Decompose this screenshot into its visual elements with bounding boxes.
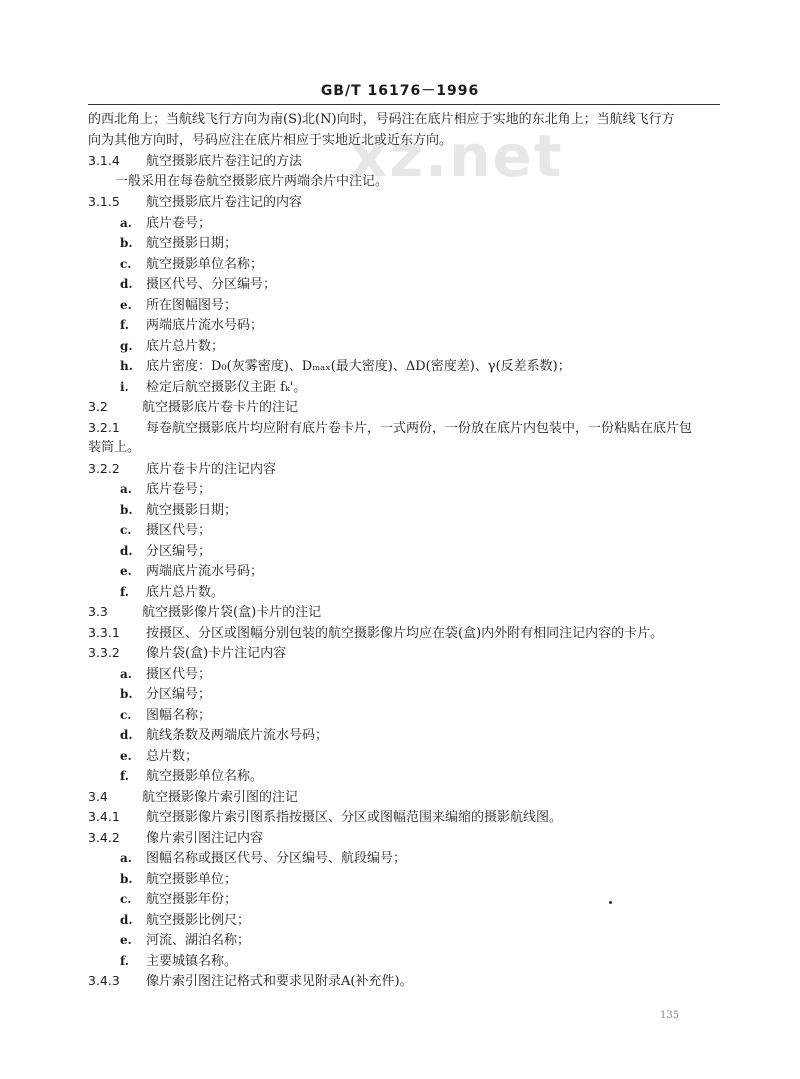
- list-item-text: 两端底片流水号码；: [146, 564, 264, 579]
- list-item-label: b.: [120, 687, 133, 701]
- list-item-text: 总片数；: [146, 748, 199, 764]
- list-item-label: a.: [120, 215, 132, 230]
- list-item: [0, 889, 800, 910]
- section-number: 3.4.3: [88, 973, 120, 988]
- section-text: 按摄区、分区或图幅分别包装的航空摄影像片均应在袋(盒)内外附有相同注记内容的卡片。: [146, 625, 664, 641]
- list-item-label: e.: [120, 748, 132, 763]
- section-text: 像片索引图注记内容: [146, 830, 264, 846]
- section-text: 每卷航空摄影底片均应附有底片卷卡片，一式两份，一份放在底片内包装中，一份粘贴在底片包: [146, 420, 693, 436]
- section-text: 航空摄影像片索引图的注记: [142, 789, 299, 805]
- section-heading: [0, 623, 800, 644]
- list-item-label: d.: [120, 728, 133, 742]
- section-number: 3.4: [88, 788, 108, 804]
- section-heading: [0, 807, 800, 828]
- paragraph-line: 的西北角上；当航线飞行方向为南(S)北(N)向时，号码注在底片相应于实地的东北角上；当航线飞行方: [88, 112, 675, 127]
- section-heading: [0, 602, 800, 623]
- page-header: GB/T 16176－1996: [320, 83, 480, 99]
- list-item: [0, 356, 800, 377]
- list-item: [0, 500, 800, 521]
- list-item: [0, 848, 800, 869]
- section-text: 航空摄影底片卷注记的内容: [146, 195, 303, 210]
- list-item: [0, 664, 800, 685]
- list-item: [0, 213, 800, 234]
- list-item-label: f.: [120, 318, 129, 332]
- section-number: 3.2.2: [88, 460, 120, 476]
- list-item-label: f.: [120, 953, 129, 968]
- section-heading: [0, 643, 800, 664]
- section-text: 航空摄影像片袋(盒)卡片的注记: [142, 605, 322, 620]
- list-item: [0, 315, 800, 336]
- section-heading: [0, 971, 800, 992]
- list-item-text: 摄区代号、分区编号；: [146, 277, 277, 292]
- list-item-text: 分区编号；: [146, 687, 212, 702]
- list-item-label: a.: [120, 666, 132, 681]
- section-heading: [0, 397, 800, 418]
- list-item: [0, 951, 800, 972]
- section-number: 3.4.1: [88, 809, 120, 824]
- list-item-text: 检定后航空摄影仪主距 fₖ'。: [146, 379, 307, 395]
- list-item-label: c.: [120, 523, 132, 537]
- list-item: [0, 746, 800, 767]
- list-item-label: b.: [120, 502, 133, 517]
- list-item: [0, 766, 800, 787]
- section-heading: [0, 151, 800, 172]
- list-item: [0, 561, 800, 582]
- list-item-text: 分区编号；: [146, 543, 212, 559]
- section-heading: [0, 828, 800, 849]
- list-item: [0, 541, 800, 562]
- section-heading: [0, 418, 800, 439]
- scan-speck: [609, 901, 612, 904]
- section-number: 3.2.1: [88, 419, 120, 435]
- list-item: [0, 254, 800, 275]
- section-text: 航空摄影像片索引图系指按摄区、分区或图幅范围来编缩的摄影航线图。: [146, 810, 563, 825]
- section-heading: [0, 192, 800, 213]
- list-item-label: e.: [120, 297, 132, 312]
- header-rule: [88, 104, 720, 105]
- list-item: [0, 725, 800, 746]
- list-item: [0, 520, 800, 541]
- list-item: [0, 233, 800, 254]
- document-body: [0, 110, 800, 992]
- list-item-label: d.: [120, 277, 133, 291]
- list-item-text: 主要城镇名称。: [146, 953, 238, 969]
- section-text: 航空摄影底片卷注记的方法: [146, 154, 303, 169]
- list-item-text: 航空摄影日期；: [146, 236, 238, 251]
- section-heading: [0, 787, 800, 808]
- section-number: 3.3: [88, 604, 108, 619]
- list-item-text: 底片总片数；: [146, 338, 225, 354]
- list-item: [0, 869, 800, 890]
- list-item: [0, 479, 800, 500]
- list-item-text: 摄区代号；: [146, 666, 212, 682]
- section-number: 3.3.2: [88, 645, 120, 660]
- list-item: [0, 705, 800, 726]
- section-text: 像片索引图注记格式和要求见附录A(补充件)。: [146, 974, 413, 989]
- list-item-label: c.: [120, 892, 132, 906]
- section-number: 3.4.2: [88, 829, 120, 845]
- list-item: [0, 274, 800, 295]
- section-text: 像片袋(盒)卡片注记内容: [146, 646, 287, 661]
- list-item-label: c.: [120, 707, 132, 722]
- list-item-text: 底片总片数。: [146, 584, 225, 600]
- list-item-label: a.: [120, 851, 132, 865]
- paragraph-line: 一般采用在每卷航空摄影底片两端余片中注记。: [115, 173, 389, 189]
- list-item-text: 航空摄影单位；: [146, 871, 238, 887]
- list-item-text: 底片卷号；: [146, 482, 212, 497]
- list-item-text: 两端底片流水号码；: [146, 318, 264, 333]
- list-item-label: e.: [120, 933, 132, 947]
- list-item-text: 航空摄影日期；: [146, 502, 238, 518]
- list-item-text: 航空摄影年份；: [146, 892, 238, 907]
- list-item-text: 底片密度：D₀(灰雾密度)、Dₘₐₓ(最大密度)、ΔD(密度差)、γ(反差系数)；: [146, 359, 571, 374]
- list-item-label: d.: [120, 912, 133, 927]
- list-item: [0, 930, 800, 951]
- list-item-text: 底片卷号；: [146, 215, 212, 231]
- section-number: 3.1.4: [88, 153, 120, 168]
- list-item-text: 图幅名称或摄区代号、分区编号、航段编号；: [146, 851, 407, 866]
- list-item-label: d.: [120, 543, 133, 558]
- list-item-label: c.: [120, 256, 132, 271]
- list-item-text: 航空摄影比例尺；: [146, 912, 251, 928]
- list-item: [0, 582, 800, 603]
- list-item: [0, 336, 800, 357]
- section-number: 3.1.5: [88, 194, 120, 209]
- list-item: [0, 910, 800, 931]
- list-item-label: i.: [120, 379, 129, 394]
- list-item: [0, 684, 800, 705]
- section-text: 航空摄影底片卷卡片的注记: [142, 400, 299, 415]
- section-number: 3.2: [88, 399, 108, 414]
- list-item-text: 图幅名称；: [146, 707, 212, 723]
- section-heading: [0, 459, 800, 480]
- list-item-label: h.: [120, 359, 133, 373]
- page-number: 135: [660, 1010, 680, 1021]
- list-item: [0, 377, 800, 398]
- list-item-text: 河流、湖泊名称；: [146, 933, 251, 948]
- list-item: [0, 295, 800, 316]
- list-item-label: g.: [120, 338, 133, 353]
- list-item-label: f.: [120, 584, 129, 599]
- watermark: xz.net: [350, 122, 564, 190]
- list-item-label: e.: [120, 564, 132, 578]
- list-item-label: b.: [120, 236, 133, 250]
- list-item-text: 所在图幅图号；: [146, 297, 238, 313]
- list-item-text: 航空摄影单位名称。: [146, 769, 264, 784]
- list-item-text: 航线条数及两端底片流水号码；: [146, 728, 329, 743]
- list-item-label: a.: [120, 482, 132, 496]
- section-text: 底片卷卡片的注记内容: [146, 461, 277, 477]
- paragraph-line: 向为其他方向时，号码应注在底片相应于实地近北或近东方向。: [88, 132, 453, 148]
- list-item-label: f.: [120, 769, 129, 783]
- section-number: 3.3.1: [88, 624, 120, 640]
- list-item-label: b.: [120, 871, 133, 886]
- paragraph-line: 装筒上。: [88, 440, 141, 455]
- list-item-text: 航空摄影单位名称；: [146, 256, 264, 272]
- list-item-text: 摄区代号；: [146, 523, 212, 538]
